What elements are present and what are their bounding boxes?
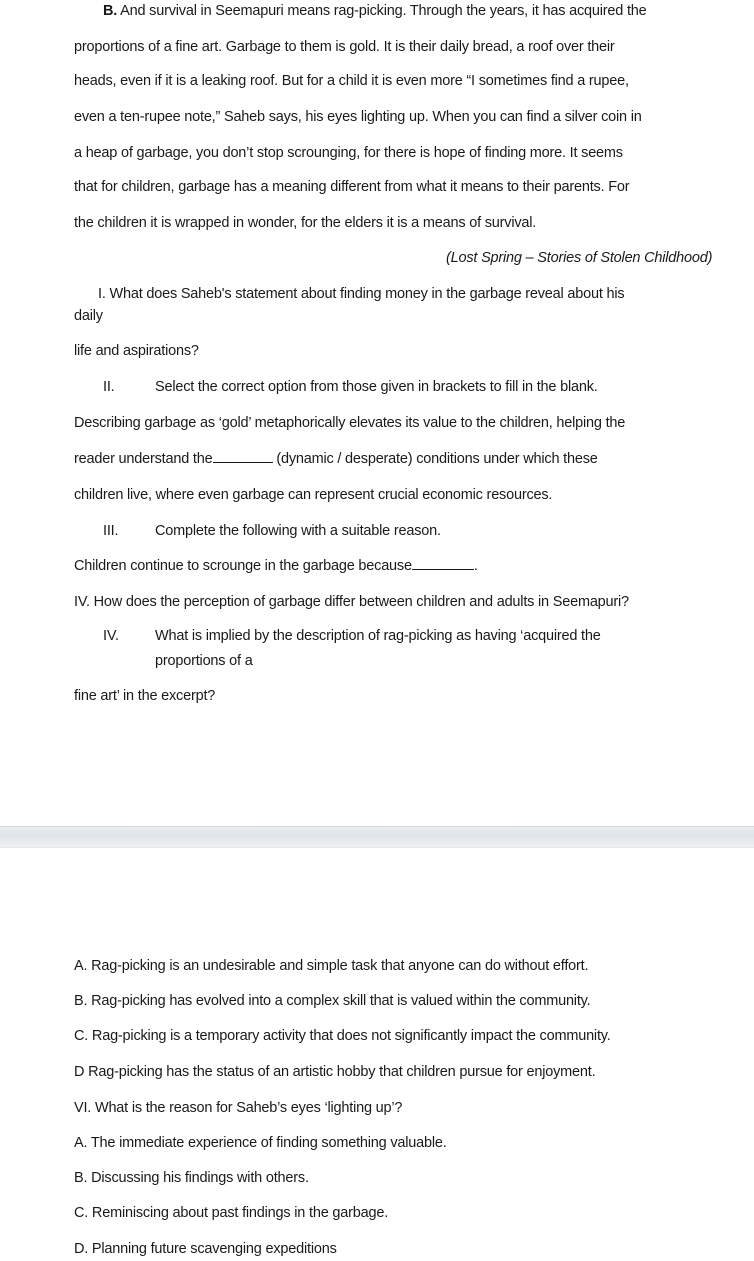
- option-d: D Rag-picking has the status of an artistic hobby that children pursue for enjoyment.: [74, 1064, 596, 1080]
- question-1-line-1: I. What does Saheb's statement about finding money in the garbage reveal about his: [98, 286, 625, 302]
- question-3-text: Complete the following with a suitable reason.: [155, 523, 441, 539]
- question-2-line-3-pre: reader understand the: [74, 451, 213, 467]
- question-6-option-d: D. Planning future scavenging expeditions: [74, 1241, 337, 1257]
- option-c: C. Rag-picking is a temporary activity that does not significantly impact the community.: [74, 1028, 611, 1044]
- question-6-option-b: B. Discussing his findings with others.: [74, 1170, 309, 1186]
- passage-line-7: the children it is wrapped in wonder, for the elders it is a means of survival.: [74, 215, 537, 231]
- option-a: A. Rag-picking is an undesirable and simple task that anyone can do without effort.: [74, 958, 589, 974]
- question-3-number: III.: [103, 523, 119, 539]
- question-6-option-c: C. Reminiscing about past findings in the garbage.: [74, 1205, 389, 1221]
- passage-line-3: heads, even if it is a leaking roof. But for a child it is even more “I sometimes find a rupee,: [74, 73, 629, 89]
- question-6: VI. What is the reason for Saheb’s eyes ‘lighting up’?: [74, 1100, 403, 1116]
- question-3-line-2-pre: Children continue to scrounge in the garbage because: [74, 558, 412, 574]
- fill-blank: [213, 450, 273, 463]
- page-divider: [0, 826, 754, 848]
- passage-line-1: [103, 2, 647, 20]
- question-6-option-a: A. The immediate experience of finding something valuable.: [74, 1135, 447, 1151]
- passage-label: B.: [103, 3, 118, 19]
- passage-source: (Lost Spring – Stories of Stolen Childhood): [446, 250, 713, 266]
- question-1-line-3: life and aspirations?: [74, 343, 199, 359]
- question-5-text-1: What is implied by the description of rag-picking as having ‘acquired the: [155, 628, 601, 644]
- question-5-number: IV.: [103, 628, 119, 644]
- question-2-number: II.: [103, 379, 115, 395]
- question-5-text-2: proportions of a: [155, 653, 253, 669]
- question-5-line-3: fine art’ in the excerpt?: [74, 688, 216, 704]
- question-2-line-3: [74, 450, 598, 468]
- passage-line-2: proportions of a fine art. Garbage to them is gold. It is their daily bread, a roof over their: [74, 39, 615, 55]
- question-2-line-2: Describing garbage as ‘gold’ metaphorically elevates its value to the children, helping the: [74, 415, 626, 431]
- question-4-line: IV. How does the perception of garbage differ between children and adults in Seemapuri?: [74, 594, 629, 610]
- passage-text-1: And survival in Seemapuri means rag-picking. Through the years, it has acquired the: [120, 3, 647, 19]
- question-2-line-4: children live, where even garbage can represent crucial economic resources.: [74, 487, 553, 503]
- passage-line-6: that for children, garbage has a meaning different from what it means to their parents. For: [74, 179, 630, 195]
- fill-blank: [412, 557, 474, 570]
- question-3-line-2: [74, 557, 478, 575]
- question-2-text: Select the correct option from those given in brackets to fill in the blank.: [155, 379, 598, 395]
- question-2-line-3-post: (dynamic / desperate) conditions under which these: [276, 451, 598, 467]
- passage-line-4: even a ten-rupee note,” Saheb says, his eyes lighting up. When you can find a silver coin in: [74, 109, 642, 125]
- question-1-line-2: daily: [74, 308, 103, 324]
- passage-line-5: a heap of garbage, you don’t stop scrounging, for there is hope of finding more. It seems: [74, 145, 623, 161]
- option-b: B. Rag-picking has evolved into a complex skill that is valued within the community.: [74, 993, 591, 1009]
- question-3-line-2-post: .: [473, 558, 478, 574]
